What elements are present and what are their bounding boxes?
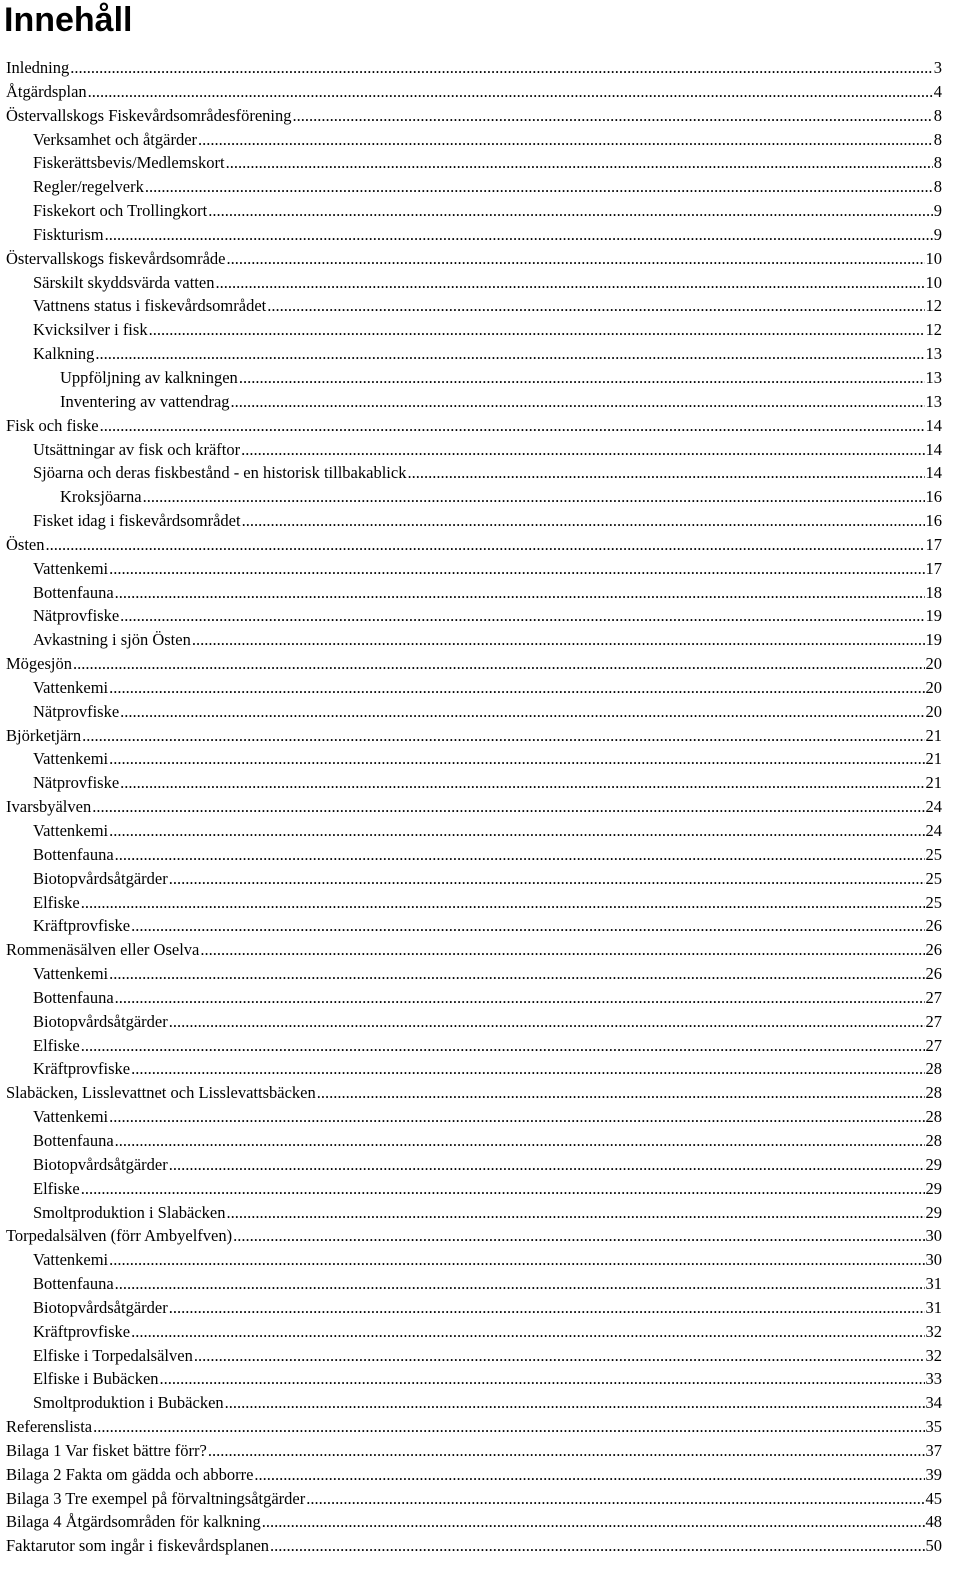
toc-entry-page-number: 25 [925, 868, 942, 888]
toc-entry-title: Nätprovfiske [33, 701, 120, 721]
toc-entry[interactable] [6, 1081, 942, 1105]
toc-entry-title: Östervallskogs Fiskevårdsområdesförening [6, 105, 292, 125]
toc-entry-title: Biotopvårdsåtgärder [33, 1154, 168, 1174]
toc-entry-title: Vattenkemi [33, 749, 109, 769]
toc-entry-title: Ivarsbyälven [6, 797, 92, 817]
toc-entry[interactable] [6, 247, 942, 271]
toc-dot-leader [169, 1296, 925, 1320]
toc-dot-leader [92, 795, 924, 819]
toc-entry-title: Fiskerättsbevis/Medlemskort [33, 153, 225, 173]
toc-dot-leader [109, 1248, 924, 1272]
toc-dot-leader [105, 223, 933, 247]
toc-entry-title: Utsättningar av fisk och kräftor [33, 439, 241, 459]
toc-entry-page-number: 19 [925, 606, 942, 626]
toc-entry-title: Nätprovfiske [33, 773, 120, 793]
toc-entry[interactable] [6, 819, 942, 843]
toc-entry-title: Bottenfauna [33, 1274, 114, 1294]
toc-dot-leader [226, 1201, 924, 1225]
toc-entry-page-number: 28 [925, 1130, 942, 1150]
toc-dot-leader [169, 1153, 925, 1177]
toc-entry[interactable] [6, 891, 942, 915]
toc-entry[interactable] [6, 318, 942, 342]
toc-dot-leader [109, 962, 924, 986]
toc-entry-page-number: 35 [925, 1417, 942, 1437]
toc-dot-leader [270, 1534, 924, 1558]
toc-entry[interactable] [6, 1510, 942, 1534]
toc-entry-page-number: 45 [925, 1488, 942, 1508]
toc-entry-page-number: 17 [925, 534, 942, 554]
toc-dot-leader [115, 1129, 925, 1153]
toc-entry-page-number: 27 [925, 1035, 942, 1055]
toc-entry-title: Kroksjöarna [60, 487, 142, 507]
toc-entry[interactable] [6, 390, 942, 414]
toc-entry-title: Fiskturism [33, 224, 104, 244]
toc-entry-title: Slabäcken, Lisslevattnet och Lisslevattsbäcken [6, 1083, 316, 1103]
toc-entry-title: Björketjärn [6, 725, 82, 745]
toc-entry-title: Kräftprovfiske [33, 916, 131, 936]
toc-entry-page-number: 31 [925, 1297, 942, 1317]
toc-entry[interactable] [6, 986, 942, 1010]
toc-entry-title: Östen [6, 534, 45, 554]
toc-entry-title: Elfiske i Torpedalsälven [33, 1345, 193, 1365]
toc-entry-page-number: 9 [933, 201, 942, 221]
toc-entry-page-number: 26 [925, 964, 942, 984]
toc-dot-leader [82, 724, 924, 748]
toc-dot-leader [200, 938, 924, 962]
toc-entry[interactable] [6, 1057, 942, 1081]
toc-entry[interactable] [6, 581, 942, 605]
toc-entry-page-number: 14 [925, 439, 942, 459]
toc-dot-leader [46, 533, 925, 557]
toc-entry-page-number: 8 [933, 129, 942, 149]
toc-entry-page-number: 8 [933, 105, 942, 125]
toc-dot-leader [70, 56, 933, 80]
toc-entry-title: Biotopvårdsåtgärder [33, 1297, 168, 1317]
toc-dot-leader [231, 390, 925, 414]
toc-dot-leader [131, 1057, 924, 1081]
toc-dot-leader [241, 438, 924, 462]
toc-entry[interactable] [6, 1487, 942, 1511]
toc-dot-leader [81, 1177, 925, 1201]
toc-entry-title: Elfiske [33, 892, 80, 912]
toc-entry[interactable] [6, 1010, 942, 1034]
toc-dot-leader [115, 581, 925, 605]
toc-dot-leader [109, 1105, 924, 1129]
toc-entry-title: Torpedalsälven (förr Ambyelfven) [6, 1226, 233, 1246]
toc-entry-title: Inledning [6, 58, 70, 77]
toc-entry-page-number: 16 [925, 511, 942, 531]
toc-entry[interactable] [6, 533, 942, 557]
toc-entry-page-number: 34 [925, 1393, 942, 1413]
toc-dot-leader [160, 1367, 925, 1391]
toc-entry-page-number: 24 [925, 797, 942, 817]
toc-entry-page-number: 10 [925, 272, 942, 292]
toc-dot-leader [131, 1320, 924, 1344]
toc-entry-title: Rommenäsälven eller Oselva [6, 940, 200, 960]
toc-entry-page-number: 10 [925, 248, 942, 268]
toc-entry[interactable] [6, 1534, 942, 1558]
toc-dot-leader [143, 485, 925, 509]
toc-entry[interactable] [6, 938, 942, 962]
toc-heading: Innehåll [4, 1, 133, 39]
toc-dot-leader [109, 676, 924, 700]
toc-entry-title: Vattenkemi [33, 558, 109, 578]
toc-entry-page-number: 27 [925, 987, 942, 1007]
toc-dot-leader [208, 1439, 925, 1463]
toc-entry-page-number: 33 [925, 1369, 942, 1389]
toc-entry[interactable] [6, 843, 942, 867]
toc-entry[interactable] [6, 1153, 942, 1177]
toc-dot-leader [131, 914, 924, 938]
toc-dot-leader [198, 128, 933, 152]
toc-entry-page-number: 32 [925, 1321, 942, 1341]
toc-dot-leader [93, 1415, 924, 1439]
toc-dot-leader [109, 747, 924, 771]
toc-entry[interactable] [6, 366, 942, 390]
toc-entry-title: Biotopvårdsåtgärder [33, 1011, 168, 1031]
toc-entry-title: Kräftprovfiske [33, 1321, 131, 1341]
toc-entry-title: Vattnens status i fiskevårdsområdet [33, 296, 267, 316]
toc-entry-page-number: 9 [933, 224, 942, 244]
toc-dot-leader [115, 986, 925, 1010]
toc-entry[interactable] [6, 128, 942, 152]
toc-entry-title: Kvicksilver i fisk [33, 320, 148, 340]
toc-entry[interactable] [6, 1034, 942, 1058]
toc-entry[interactable] [6, 485, 942, 509]
toc-entry[interactable] [6, 1344, 942, 1368]
toc-entry[interactable] [6, 175, 942, 199]
toc-entry-page-number: 16 [925, 487, 942, 507]
toc-entry-page-number: 27 [925, 1011, 942, 1031]
toc-entry-page-number: 4 [933, 81, 942, 101]
toc-entry-title: Bottenfauna [33, 1130, 114, 1150]
toc-dot-leader [115, 843, 925, 867]
toc-dot-leader [73, 652, 925, 676]
toc-entry-title: Kräftprovfiske [33, 1059, 131, 1079]
toc-entry-page-number: 8 [933, 177, 942, 197]
toc-entry-title: Uppföljning av kalkningen [60, 367, 238, 387]
toc-entry-title: Bottenfauna [33, 582, 114, 602]
toc-entry-page-number: 14 [925, 415, 942, 435]
toc-entry-title: Östervallskogs fiskevårdsområde [6, 248, 226, 268]
toc-dot-leader [145, 175, 933, 199]
toc-entry-page-number: 21 [925, 725, 942, 745]
toc-entry[interactable] [6, 962, 942, 986]
toc-entry[interactable] [6, 795, 942, 819]
toc-entry-title: Avkastning i sjön Östen [33, 630, 191, 650]
toc-entry-page-number: 12 [925, 296, 942, 316]
toc-entry-title: Elfiske [33, 1035, 80, 1055]
toc-dot-leader [215, 271, 924, 295]
toc-entry-page-number: 25 [925, 844, 942, 864]
toc-entry[interactable] [6, 438, 942, 462]
toc-dot-leader [194, 1344, 925, 1368]
toc-entry[interactable] [6, 557, 942, 581]
toc-entry-title: Mögesjön [6, 654, 72, 674]
toc-entry[interactable] [6, 1224, 942, 1248]
toc-entry[interactable] [6, 1463, 942, 1487]
toc-dot-leader [100, 414, 925, 438]
toc-entry[interactable] [6, 700, 942, 724]
toc-entry[interactable] [6, 1439, 942, 1463]
toc-entry[interactable] [6, 914, 942, 938]
toc-entry-page-number: 50 [925, 1536, 942, 1556]
toc-entry-page-number: 31 [925, 1274, 942, 1294]
toc-entry-title: Nätprovfiske [33, 606, 120, 626]
toc-entry[interactable] [6, 199, 942, 223]
toc-entry-page-number: 26 [925, 916, 942, 936]
toc-entry[interactable] [6, 223, 942, 247]
toc-dot-leader [120, 771, 924, 795]
toc-entry-title: Smoltproduktion i Slabäcken [33, 1202, 226, 1222]
toc-dot-leader [109, 557, 924, 581]
toc-entry[interactable] [6, 1272, 942, 1296]
toc-entry-title: Faktarutor som ingår i fiskevårdsplanen [6, 1536, 270, 1556]
toc-entry-title: Åtgärdsplan [6, 81, 87, 101]
toc-entry[interactable] [6, 1391, 942, 1415]
toc-entry-page-number: 32 [925, 1345, 942, 1365]
toc-entry-title: Biotopvårdsåtgärder [33, 868, 168, 888]
toc-entry-title: Referenslista [6, 1417, 93, 1437]
toc-entry-page-number: 19 [925, 630, 942, 650]
toc-dot-leader [225, 1391, 925, 1415]
toc-dot-leader [317, 1081, 925, 1105]
toc-entry-page-number: 20 [925, 654, 942, 674]
toc-dot-leader [262, 1510, 925, 1534]
toc-entry-title: Bilaga 3 Tre exempel på förvaltningsåtgärder [6, 1488, 306, 1508]
toc-entry[interactable] [6, 676, 942, 700]
toc-dot-leader [81, 1034, 925, 1058]
toc-dot-leader [120, 700, 924, 724]
toc-entry[interactable] [6, 724, 942, 748]
toc-entry-page-number: 21 [925, 749, 942, 769]
toc-entry[interactable] [6, 1201, 942, 1225]
toc-entry[interactable] [6, 747, 942, 771]
toc-dot-leader [267, 294, 924, 318]
toc-dot-leader [88, 80, 933, 104]
toc-entry[interactable] [6, 628, 942, 652]
toc-entry[interactable] [6, 56, 942, 80]
toc-entry-page-number: 25 [925, 892, 942, 912]
toc-dot-leader [169, 1010, 925, 1034]
table-of-contents [6, 56, 942, 1558]
toc-entry[interactable] [6, 342, 942, 366]
toc-entry-page-number: 24 [925, 821, 942, 840]
toc-entry[interactable] [6, 414, 942, 438]
toc-dot-leader [81, 891, 925, 915]
toc-dot-leader [169, 867, 925, 891]
toc-dot-leader [115, 1272, 925, 1296]
toc-entry-page-number: 20 [925, 701, 942, 721]
toc-dot-leader [226, 151, 933, 175]
toc-entry-page-number: 20 [925, 677, 942, 697]
toc-entry-page-number: 29 [925, 1178, 942, 1198]
toc-entry[interactable] [6, 151, 942, 175]
toc-entry-title: Inventering av vattendrag [60, 391, 230, 411]
toc-entry-title: Bilaga 2 Fakta om gädda och abborre [6, 1464, 254, 1484]
toc-dot-leader [208, 199, 933, 223]
toc-entry-title: Fiskekort och Trollingkort [33, 201, 208, 221]
toc-entry[interactable] [6, 461, 942, 485]
toc-dot-leader [306, 1487, 924, 1511]
toc-entry[interactable] [6, 867, 942, 891]
toc-entry[interactable] [6, 1296, 942, 1320]
toc-entry-title: Vattenkemi [33, 1107, 109, 1127]
toc-entry-page-number: 12 [925, 320, 942, 340]
toc-entry-title: Smoltproduktion i Bubäcken [33, 1393, 224, 1413]
toc-entry-title: Verksamhet och åtgärder [33, 129, 198, 149]
toc-entry-title: Bottenfauna [33, 987, 114, 1007]
toc-entry-title: Sjöarna och deras fiskbestånd - en historisk tillbakablick [33, 463, 407, 483]
toc-entry[interactable] [6, 652, 942, 676]
toc-entry-page-number: 48 [925, 1512, 942, 1532]
toc-dot-leader [149, 318, 925, 342]
toc-entry-title: Fisket idag i fiskevårdsområdet [33, 511, 241, 531]
toc-entry-page-number: 13 [925, 344, 942, 364]
toc-entry-page-number: 28 [925, 1083, 942, 1103]
toc-dot-leader [233, 1224, 924, 1248]
toc-entry-title: Särskilt skyddsvärda vatten [33, 272, 215, 292]
toc-entry[interactable] [6, 1129, 942, 1153]
toc-entry[interactable] [6, 271, 942, 295]
toc-entry-page-number: 3 [933, 58, 942, 77]
toc-entry[interactable] [6, 104, 942, 128]
toc-dot-leader [192, 628, 925, 652]
toc-entry[interactable] [6, 1415, 942, 1439]
toc-dot-leader [239, 366, 925, 390]
toc-entry[interactable] [6, 1248, 942, 1272]
toc-entry[interactable] [6, 509, 942, 533]
toc-dot-leader [254, 1463, 924, 1487]
toc-dot-leader [407, 461, 924, 485]
toc-entry-page-number: 29 [925, 1154, 942, 1174]
toc-entry-page-number: 26 [925, 940, 942, 960]
toc-entry-page-number: 14 [925, 463, 942, 483]
toc-entry-title: Kalkning [33, 344, 95, 364]
toc-dot-leader [242, 509, 925, 533]
toc-entry-title: Fisk och fiske [6, 415, 99, 435]
toc-entry-title: Bilaga 4 Åtgärdsområden för kalkning [6, 1512, 261, 1532]
toc-entry[interactable] [6, 1367, 942, 1391]
toc-entry-page-number: 17 [925, 558, 942, 578]
toc-entry-page-number: 39 [925, 1464, 942, 1484]
toc-entry[interactable] [6, 1105, 942, 1129]
toc-entry-page-number: 8 [933, 153, 942, 173]
toc-entry-page-number: 29 [925, 1202, 942, 1222]
toc-dot-leader [293, 104, 933, 128]
toc-entry-title: Vattenkemi [33, 677, 109, 697]
toc-entry-page-number: 37 [925, 1440, 942, 1460]
toc-entry-title: Bottenfauna [33, 844, 114, 864]
toc-entry-page-number: 21 [925, 773, 942, 793]
toc-entry-page-number: 18 [925, 582, 942, 602]
toc-entry-page-number: 30 [925, 1250, 942, 1270]
toc-dot-leader [95, 342, 924, 366]
toc-entry-page-number: 28 [925, 1059, 942, 1079]
toc-entry-page-number: 13 [925, 391, 942, 411]
toc-entry-page-number: 13 [925, 367, 942, 387]
toc-entry[interactable] [6, 80, 942, 104]
toc-entry[interactable] [6, 1177, 942, 1201]
toc-entry[interactable] [6, 771, 942, 795]
toc-entry-title: Vattenkemi [33, 1250, 109, 1270]
toc-entry[interactable] [6, 604, 942, 628]
toc-entry-title: Bilaga 1 Var fisket bättre förr? [6, 1440, 207, 1460]
toc-entry-title: Vattenkemi [33, 964, 109, 984]
toc-dot-leader [109, 819, 924, 843]
toc-entry-title: Vattenkemi [33, 821, 109, 840]
toc-entry-page-number: 30 [925, 1226, 942, 1246]
toc-dot-leader [227, 247, 925, 271]
toc-dot-leader [120, 604, 924, 628]
toc-entry-page-number: 28 [925, 1107, 942, 1127]
toc-entry[interactable] [6, 1320, 942, 1344]
toc-entry-title: Elfiske [33, 1178, 80, 1198]
toc-entry-title: Regler/regelverk [33, 177, 144, 197]
toc-entry[interactable] [6, 294, 942, 318]
toc-entry-title: Elfiske i Bubäcken [33, 1369, 159, 1389]
